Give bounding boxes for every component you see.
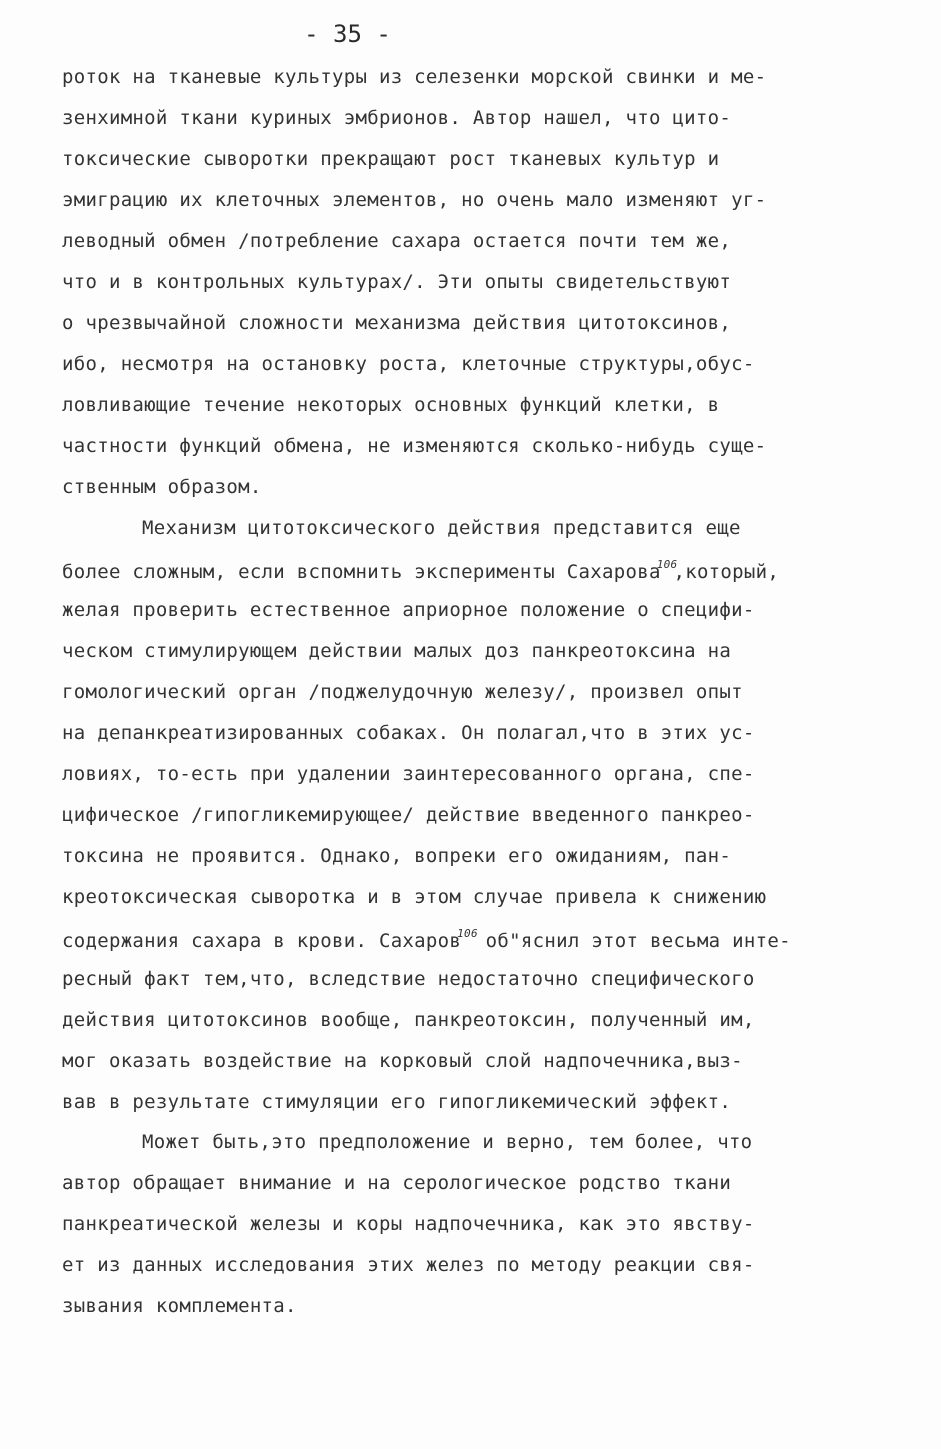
text-line bbox=[62, 1213, 755, 1235]
line-text: Может быть,это предположение и верно, тем более, что bbox=[142, 1131, 753, 1153]
text-line bbox=[62, 599, 755, 621]
text-line bbox=[62, 1050, 743, 1072]
line-text: ет из данных исследования этих желез по методу реакции свя- bbox=[62, 1254, 755, 1276]
text-line bbox=[62, 148, 719, 170]
line-text: ственным образом. bbox=[62, 476, 262, 498]
line-text: эмиграцию их клеточных элементов, но очень мало изменяют уг- bbox=[62, 189, 767, 211]
text-line bbox=[62, 927, 791, 952]
text-line bbox=[62, 189, 766, 211]
line-text: роток на тканевые культуры из селезенки морской свинки и ме- bbox=[62, 66, 767, 88]
text-line bbox=[62, 394, 719, 416]
line-text: гомологический орган /поджелудочную железу/, произвел опыт bbox=[62, 681, 743, 703]
text-line bbox=[62, 681, 743, 703]
text-line bbox=[62, 230, 731, 252]
text-line bbox=[62, 968, 755, 990]
line-text: цифическое /гипогликемирующее/ действие введенного панкрео- bbox=[62, 804, 755, 826]
line-text: на депанкреатизированных собаках. Он полагал,что в этих ус- bbox=[62, 722, 755, 744]
line-text: автор обращает внимание и на серологическое родство ткани bbox=[62, 1172, 732, 1194]
text-line bbox=[62, 558, 779, 583]
text-line bbox=[62, 1091, 731, 1113]
line-text: вав в результате стимуляции его гипогликемический эффект. bbox=[62, 1091, 732, 1113]
text-line bbox=[62, 1295, 297, 1317]
line-text: зывания комплемента. bbox=[62, 1295, 297, 1317]
text-line bbox=[62, 804, 755, 826]
line-text: действия цитотоксинов вообще, панкреотоксин, полученный им, bbox=[62, 1009, 755, 1031]
text-line bbox=[62, 476, 262, 498]
line-text: ибо, несмотря на остановку роста, клеточные структуры,обус- bbox=[62, 353, 755, 375]
text-line bbox=[62, 107, 731, 129]
text-line bbox=[62, 312, 731, 334]
line-text: панкреатической железы и коры надпочечника, как это явству- bbox=[62, 1213, 755, 1235]
text-line bbox=[62, 886, 766, 908]
text-line bbox=[62, 66, 766, 88]
footnote-reference: 106 bbox=[656, 558, 678, 571]
text-line bbox=[62, 763, 755, 785]
line-text: ловливающие течение некоторых основных функций клетки, в bbox=[62, 394, 720, 416]
line-text: креотоксическая сыворотка и в этом случае привела к снижению bbox=[62, 886, 767, 908]
text-line bbox=[142, 517, 741, 539]
line-text: ческом стимулирующем действии малых доз панкреотоксина на bbox=[62, 640, 732, 662]
text-line bbox=[62, 1172, 731, 1194]
line-text-continued: ,который, bbox=[673, 561, 780, 583]
line-text-continued: об"яснил этот весьма инте- bbox=[473, 930, 791, 952]
text-line bbox=[62, 271, 731, 293]
line-text: токсина не проявится. Однако, вопреки его ожиданиям, пан- bbox=[62, 845, 732, 867]
line-text: о чрезвычайной сложности механизма действия цитотоксинов, bbox=[62, 312, 732, 334]
text-line bbox=[62, 1254, 755, 1276]
line-text: содержания сахара в крови. Сахаров bbox=[62, 930, 462, 952]
page-number: - 35 - bbox=[304, 20, 391, 48]
line-text: Механизм цитотоксического действия представится еще bbox=[142, 517, 741, 539]
line-text: что и в контрольных культурах/. Эти опыты свидетельствуют bbox=[62, 271, 732, 293]
text-line bbox=[62, 353, 755, 375]
text-line bbox=[62, 640, 731, 662]
line-text: леводный обмен /потребление сахара остается почти тем же, bbox=[62, 230, 732, 252]
line-text: мог оказать воздействие на корковый слой надпочечника,выз- bbox=[62, 1050, 743, 1072]
text-line bbox=[62, 435, 766, 457]
line-text: ресный факт тем,что, вследствие недостаточно специфического bbox=[62, 968, 755, 990]
text-line bbox=[142, 1131, 752, 1153]
text-line bbox=[62, 845, 731, 867]
line-text: желая проверить естественное априорное положение о специфи- bbox=[62, 599, 755, 621]
text-line bbox=[62, 1009, 755, 1031]
footnote-reference: 106 bbox=[457, 927, 478, 940]
line-text: ловиях, то-есть при удалении заинтересованного органа, спе- bbox=[62, 763, 755, 785]
line-text: более сложным, если вспомнить эксперименты Сахарова bbox=[62, 561, 661, 583]
line-text: частности функций обмена, не изменяются сколько-нибудь суще- bbox=[62, 435, 767, 457]
text-line bbox=[62, 722, 755, 744]
line-text: токсические сыворотки прекращают рост тканевых культур и bbox=[62, 148, 720, 170]
line-text: зенхимной ткани куриных эмбрионов. Автор нашел, что цито- bbox=[62, 107, 732, 129]
